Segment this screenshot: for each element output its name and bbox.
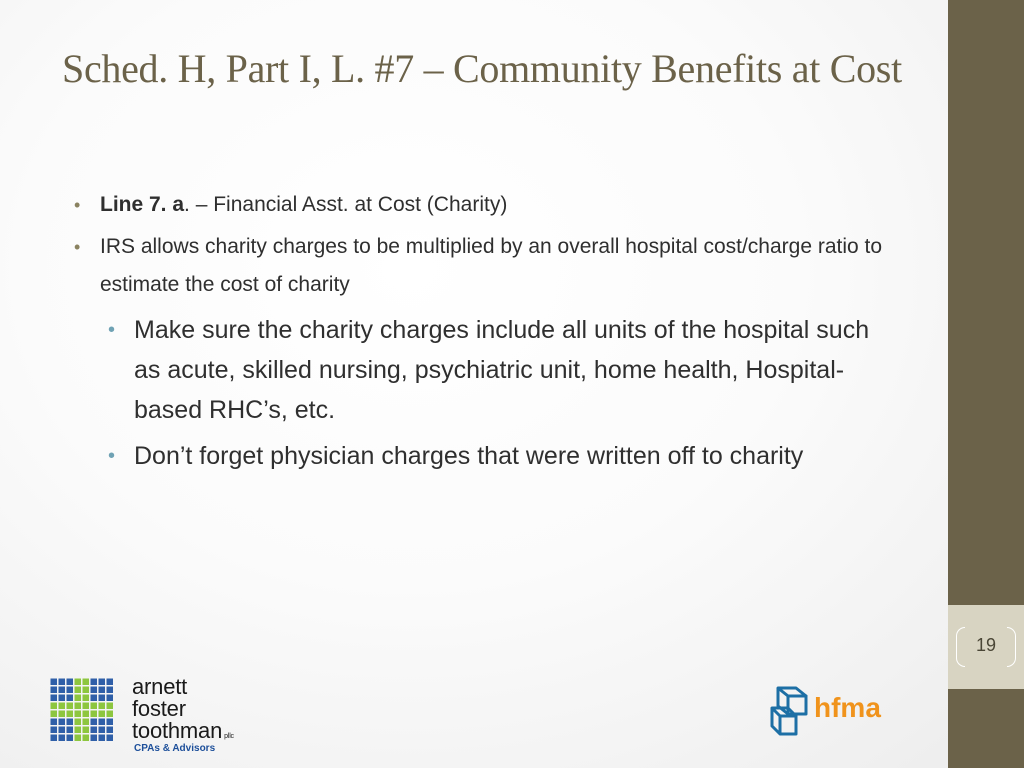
sub-bullet-item — [108, 436, 894, 476]
sub-bullet-dot-icon: • — [108, 319, 116, 341]
page-number: 19 — [975, 635, 997, 655]
bullet-text: . – Financial Asst. at Cost (Charity) — [184, 193, 508, 216]
hfma-logo — [764, 680, 900, 742]
bullet-item — [74, 228, 934, 304]
page-number-box — [948, 605, 1024, 689]
sub-bullet-item — [108, 310, 894, 430]
bullet-item — [74, 186, 934, 224]
side-bar — [948, 0, 1024, 768]
bullet-dot-icon: • — [74, 237, 81, 257]
aft-line-1: arnett — [132, 674, 188, 699]
aft-line-3: toothman pllc — [132, 718, 234, 743]
aft-wordmark — [132, 676, 234, 748]
page-bracket — [956, 627, 1016, 667]
aft-tagline: CPAs & Advisors — [134, 743, 216, 754]
aft-line-2: foster — [132, 696, 186, 721]
sub-bullet-text: Don’t forget physician charges that were written off to charity — [134, 442, 804, 470]
bullet-bold-label: Line 7. a — [100, 193, 185, 216]
sub-bullet-text: Make sure the charity charges include all units of the hospital such as acute, skilled nursing, psychiatric unit, home health, Hospital-based RHC’s, etc. — [134, 316, 870, 424]
bullet-dot-icon: • — [74, 195, 81, 215]
hfma-cube-icon — [766, 682, 814, 738]
aft-pllc: pllc — [224, 733, 234, 740]
sub-bullet-dot-icon: • — [108, 445, 116, 467]
hfma-wordmark: hfma — [814, 692, 881, 723]
aft-grid-icon — [50, 678, 116, 744]
arnett-foster-toothman-logo — [50, 674, 280, 758]
slide-title: Sched. H, Part I, L. #7 – Community Benefits at Cost — [62, 46, 902, 91]
bullet-text: IRS allows charity charges to be multiplied by an overall hospital cost/charge ratio to estimate the cost of charity — [100, 235, 883, 296]
bullet-list — [74, 186, 934, 476]
